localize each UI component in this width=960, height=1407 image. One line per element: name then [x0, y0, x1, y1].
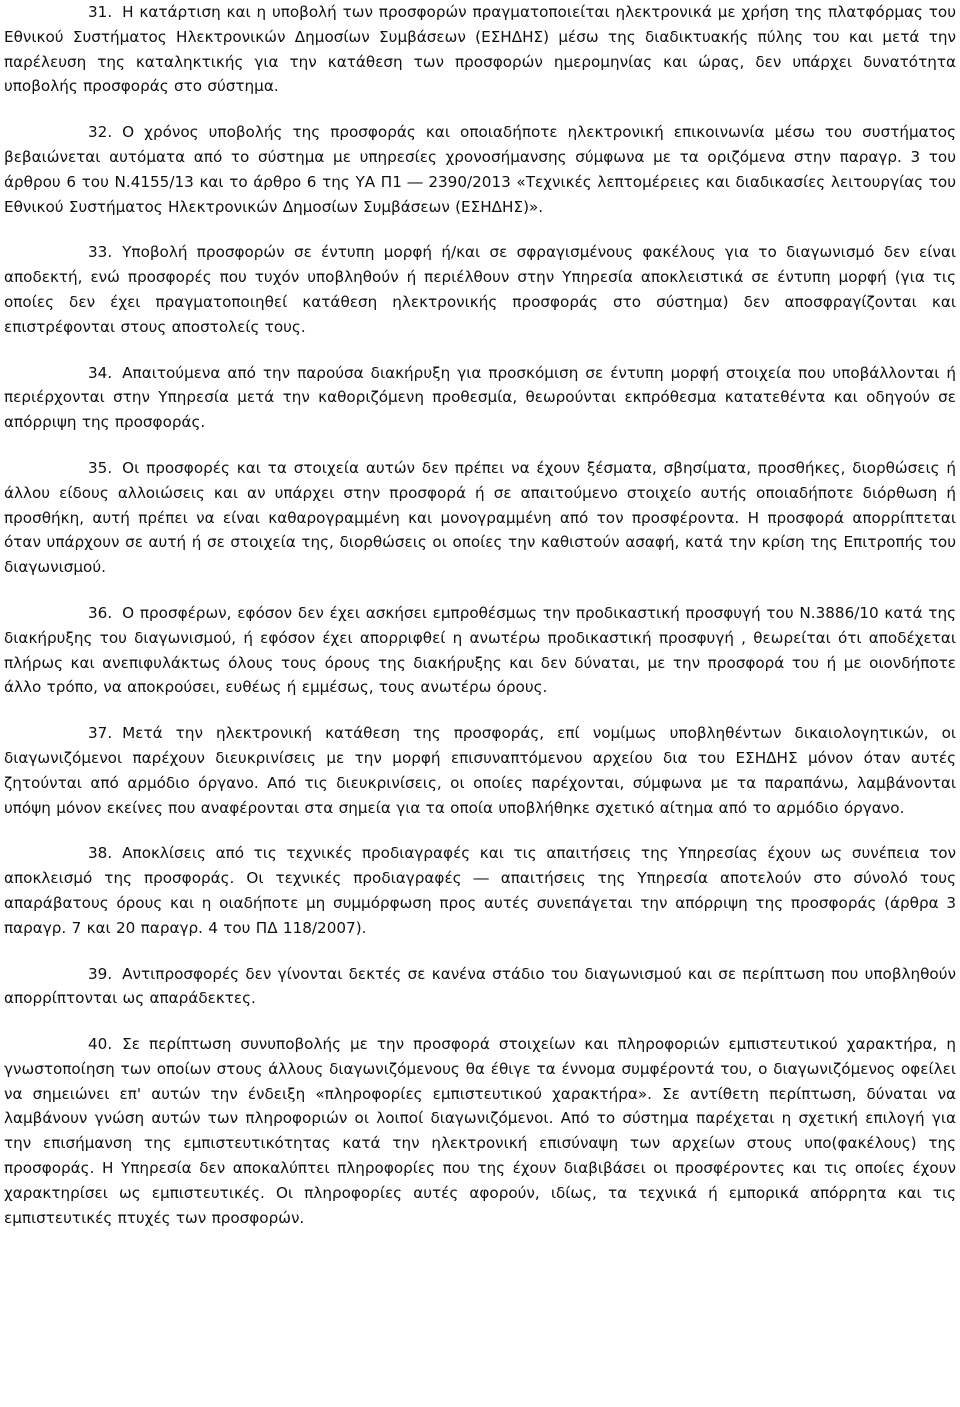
paragraph-38 — [4, 841, 956, 940]
paragraph-text: Σε περίπτωση συνυποβολής με την προσφορά στοιχείων και πληροφοριών εμπιστευτικού χαρακτήρα, η γνωστοποίηση των οποίων στους άλλους διαγωνιζόμενους θα έθιγε τα έννομα συμφέροντά του, ο διαγωνιζόμενος οφείλει να σημειώνει επ' αυτών την ένδειξη «πληροφορίες εμπιστευτικού χαρακτήρα». Σε αντίθετη περίπτωση, δύναται να λαμβάνουν γνώση αυτών των πληροφοριών οι λοιποί διαγωνιζόμενοι. Από το σύστημα παρέχεται η σχετική επιλογή για την επισήμανση της εμπιστευτικότητας κατά την ηλεκτρονική επισύναψη των αρχείων στους υπο(φακέλους) της προσφοράς. Η Υπηρεσία δεν αποκαλύπτει πληροφορίες που της έχουν διαβιβάσει οι προσφέροντες και τις οποίες έχουν χαρακτηρίσει ως εμπιστευτικές. Οι πληροφορίες αυτές αφορούν, ιδίως, τα τεχνικά ή εμπορικά απόρρητα και τις εμπιστευτικές πτυχές των προσφορών. — [4, 1035, 956, 1227]
paragraph-36 — [4, 601, 956, 700]
paragraph-number: 37. — [88, 724, 113, 743]
paragraph-33 — [4, 240, 956, 339]
paragraph-34 — [4, 361, 956, 435]
paragraph-number: 33. — [88, 243, 113, 262]
paragraph-39 — [4, 962, 956, 1012]
paragraph-number: 35. — [88, 458, 113, 477]
paragraph-number: 32. — [88, 123, 113, 142]
paragraph-text: Ο προσφέρων, εφόσον δεν έχει ασκήσει εμπροθέσμως την προδικαστική προσφυγή του Ν.3886/10 κατά της διακήρυξης του διαγωνισμού, ή εφόσον έχει απορριφθεί η ανωτέρω προδικαστική προσφυγή , θεωρείται ότι αποδέχεται πλήρως και ανεπιφυλάκτως όλους τους όρους της διακήρυξης και δεν δύναται, με την προσφορά του ή με οιονδήποτε άλλο τρόπο, να αποκρούσει, ευθέως ή εμμέσως, τους ανωτέρω όρους. — [4, 603, 956, 697]
paragraph-text: Ο χρόνος υποβολής της προσφοράς και οποιαδήποτε ηλεκτρονική επικοινωνία μέσω του συστήματος βεβαιώνεται αυτόματα από το σύστημα με υπηρεσίες χρονοσήμανσης σύμφωνα με τα οριζόμενα στην παραγρ. 3 του άρθρου 6 του Ν.4155/13 και το άρθρο 6 της ΥΑ Π1 ― 2390/2013 «Τεχνικές λεπτομέρειες και διαδικασίες λειτουργίας του Εθνικού Συστήματος Ηλεκτρονικών Δημοσίων Συμβάσεων (ΕΣΗΔΗΣ)». — [4, 123, 956, 216]
paragraph-number: 40. — [88, 1035, 113, 1054]
paragraph-number: 39. — [88, 964, 113, 983]
document-page — [4, 0, 956, 1251]
paragraph-37 — [4, 721, 956, 820]
paragraph-text: Η κατάρτιση και η υποβολή των προσφορών πραγματοποιείται ηλεκτρονικά με χρήση της πλατφόρμας του Εθνικού Συστήματος Ηλεκτρονικών Δημοσίων Συμβάσεων (ΕΣΗΔΗΣ) μέσω της διαδικτυακής πύλης του και μετά την παρέλευση της καταληκτικής για την κατάθεση των προσφορών ημερομηνίας και ώρας, δεν υπάρχει δυνατότητα υποβολής προσφοράς στο σύστημα. — [4, 3, 956, 96]
paragraph-text: Αποκλίσεις από τις τεχνικές προδιαγραφές και τις απαιτήσεις της Υπηρεσίας έχουν ως συνέπεια τον αποκλεισμό της προσφοράς. Οι τεχνικές προδιαγραφές ― απαιτήσεις της Υπηρεσία αποτελούν στο σύνολό τους απαράβατους όρους και η οιαδήποτε μη συμμόρφωση προς αυτές συνεπάγεται την απόρριψη της προσφοράς (άρθρα 3 παραγρ. 7 και 20 παραγρ. 4 του ΠΔ 118/2007). — [4, 844, 956, 937]
paragraph-40 — [4, 1032, 956, 1230]
paragraph-text: Απαιτούμενα από την παρούσα διακήρυξη για προσκόμιση σε έντυπη μορφή στοιχεία που υποβάλλονται ή περιέρχονται στην Υπηρεσία μετά την καθοριζόμενη προθεσμία, θεωρούνται εκπρόθεσμα κατατεθέντα και οδηγούν σε απόρριψη της προσφοράς. — [4, 363, 956, 432]
paragraph-number: 31. — [88, 3, 113, 21]
paragraph-text: Αντιπροσφορές δεν γίνονται δεκτές σε κανένα στάδιο του διαγωνισμού και σε περίπτωση που υποβληθούν απορρίπτονται ως απαράδεκτες. — [4, 964, 956, 1008]
paragraph-text: Μετά την ηλεκτρονική κατάθεση της προσφοράς, επί νομίμως υποβληθέντων δικαιολογητικών, οι διαγωνιζόμενοι παρέχουν διευκρινίσεις με την μορφή επισυναπτόμενου αρχείου δια του ΕΣΗΔΗΣ μόνον όταν αυτές ζητούνται από αρμόδιο όργανο. Από τις διευκρινίσεις, οι οποίες παρέχονται, σύμφωνα με τα παραπάνω, λαμβάνονται υπόψη μόνον εκείνες που αναφέρονται στα σημεία για τα οποία υποβλήθηκε σχετικό αίτημα από το αρμόδιο όργανο. — [4, 724, 956, 817]
paragraph-35 — [4, 456, 956, 580]
paragraph-number: 34. — [88, 363, 113, 382]
paragraph-number: 36. — [88, 603, 113, 622]
paragraph-text: Υποβολή προσφορών σε έντυπη μορφή ή/και σε σφραγισμένους φακέλους για το διαγωνισμό δεν είναι αποδεκτή, ενώ προσφορές που τυχόν υποβληθούν ή περιέλθουν στην Υπηρεσία αποκλειστικά σε έντυπη μορφή (για τις οποίες δεν έχει πραγματοποιηθεί κατάθεση ηλεκτρονικής προσφοράς στο σύστημα) δεν αποσφραγίζονται και επιστρέφονται στους αποστολείς τους. — [4, 243, 956, 336]
paragraph-31 — [4, 0, 956, 99]
paragraph-text: Οι προσφορές και τα στοιχεία αυτών δεν πρέπει να έχουν ξέσματα, σβησίματα, προσθήκες, διορθώσεις ή άλλου είδους αλλοιώσεις και αν υπάρχει στην προσφορά ή σε απαιτούμενο στοιχείο αυτής οποιαδήποτε διόρθωση ή προσθήκη, αυτή πρέπει να είναι καθαρογραμμένη και μονογραμμένη από τον προσφέροντα. Η προσφορά απορρίπτεται όταν υπάρχουν σε αυτή ή σε στοιχεία της, διορθώσεις οι οποίες την καθιστούν ασαφή, κατά την κρίση της Επιτροπής του διαγωνισμού. — [4, 458, 956, 577]
paragraph-number: 38. — [88, 844, 113, 863]
paragraph-32 — [4, 120, 956, 219]
